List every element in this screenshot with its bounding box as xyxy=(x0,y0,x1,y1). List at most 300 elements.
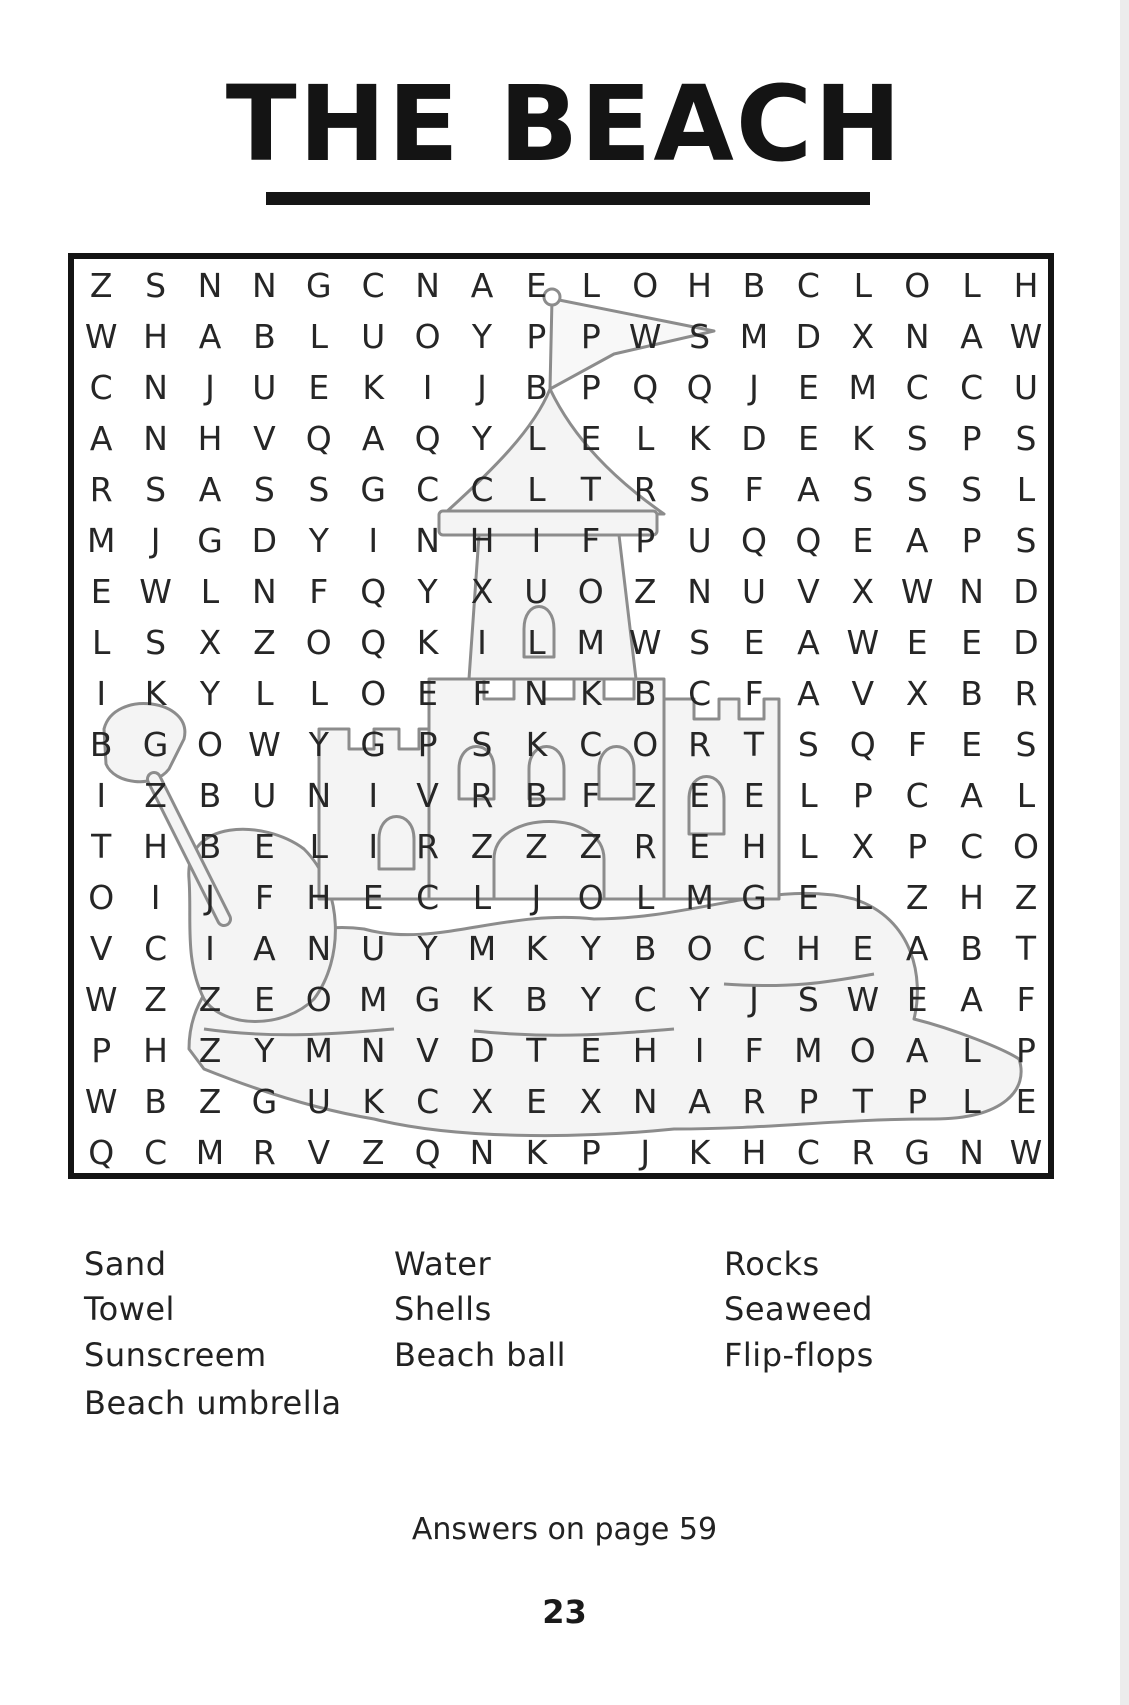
grid-cell: F xyxy=(744,1031,764,1070)
grid-cell: H xyxy=(741,827,767,866)
grid-cell: C xyxy=(579,725,603,764)
grid-cell: W xyxy=(900,572,934,611)
grid-cell: C xyxy=(905,776,929,815)
grid-cell: H xyxy=(687,266,712,305)
grid-cell: N xyxy=(306,929,332,968)
grid-cell: I xyxy=(694,1031,705,1070)
grid-cell: X xyxy=(198,623,222,662)
grid-cell: O xyxy=(197,725,223,764)
grid-cell: K xyxy=(851,419,874,458)
grid-cell: L xyxy=(309,827,328,866)
grid-cell: K xyxy=(144,674,167,713)
grid-cell: R xyxy=(252,1133,276,1172)
grid-cell: C xyxy=(796,1133,820,1172)
grid-cell: U xyxy=(252,776,277,815)
grid-cell: K xyxy=(688,419,711,458)
grid-cell: O xyxy=(305,623,332,662)
grid-cell: N xyxy=(959,572,984,611)
grid-cell: J xyxy=(640,1133,651,1172)
grid-cell: K xyxy=(416,623,439,662)
grid-cell: A xyxy=(960,776,983,815)
grid-cell: I xyxy=(150,878,161,917)
grid-cell: V xyxy=(307,1133,331,1172)
grid-cell: L xyxy=(853,878,872,917)
grid-cell: Z xyxy=(361,1133,385,1172)
grid-cell: K xyxy=(362,1082,385,1121)
word-item: Rocks xyxy=(724,1245,820,1283)
word-item: Seaweed xyxy=(724,1290,873,1328)
grid-cell: M xyxy=(467,929,497,968)
grid-cell: C xyxy=(633,980,657,1019)
grid-cell: J xyxy=(531,878,542,917)
grid-cell: I xyxy=(205,929,215,968)
grid-cell: B xyxy=(525,980,548,1019)
grid-cell: H xyxy=(632,1031,658,1070)
grid-cell: A xyxy=(89,419,113,458)
grid-cell: E xyxy=(961,623,983,662)
grid-cell: Q xyxy=(632,368,659,407)
grid-cell: A xyxy=(361,419,385,458)
grid-cell: T xyxy=(91,827,112,866)
grid-cell: O xyxy=(414,317,441,356)
grid-cell: X xyxy=(851,827,875,866)
grid-cell: E xyxy=(906,623,928,662)
grid-cell: M xyxy=(685,878,714,917)
grid-cell: C xyxy=(688,674,712,713)
grid-cell: E xyxy=(689,827,711,866)
grid-cell: N xyxy=(415,266,440,305)
grid-cell: U xyxy=(361,929,386,968)
grid-cell: J xyxy=(150,521,161,560)
grid-cell: P xyxy=(852,776,873,815)
grid-cell: W xyxy=(1009,317,1043,356)
grid-cell: Q xyxy=(849,725,876,764)
grid-cell: Q xyxy=(795,521,822,560)
grid-cell: O xyxy=(577,572,604,611)
grid-cell: F xyxy=(472,674,492,713)
grid-cell: L xyxy=(853,266,872,305)
grid-cell: Y xyxy=(417,929,438,968)
grid-cell: R xyxy=(633,470,657,509)
word-item: Sand xyxy=(84,1245,167,1283)
grid-cell: P xyxy=(580,368,601,407)
grid-cell: Z xyxy=(89,266,113,305)
grid-cell: Z xyxy=(905,878,929,917)
grid-cell: L xyxy=(527,623,546,662)
grid-cell: U xyxy=(687,521,712,560)
grid-cell: R xyxy=(742,1082,766,1121)
grid-cell: E xyxy=(797,368,819,407)
grid-cell: E xyxy=(253,827,275,866)
grid-cell: E xyxy=(308,368,330,407)
grid-cell: A xyxy=(470,266,494,305)
grid-cell: S xyxy=(689,623,711,662)
grid-cell: G xyxy=(251,1082,278,1121)
grid-cell: K xyxy=(525,725,548,764)
grid-cell: V xyxy=(89,929,113,968)
grid-cell: L xyxy=(799,776,818,815)
grid-cell: H xyxy=(143,1031,168,1070)
grid-cell: L xyxy=(472,878,492,917)
grid-cell: M xyxy=(304,1031,334,1070)
grid-cell: W xyxy=(846,623,880,662)
grid-cell: C xyxy=(144,1133,168,1172)
grid-cell: W xyxy=(84,1082,118,1121)
grid-cell: F xyxy=(254,878,274,917)
grid-cell: L xyxy=(581,266,600,305)
grid-cell: Z xyxy=(198,980,222,1019)
grid-cell: M xyxy=(358,980,388,1019)
grid-cell: V xyxy=(416,1031,439,1070)
grid-cell: S xyxy=(689,317,711,356)
grid-cell: J xyxy=(205,368,215,407)
grid-cell: P xyxy=(907,827,928,866)
word-item: Water xyxy=(394,1245,492,1283)
grid-cell: S xyxy=(145,266,167,305)
grid-cell: O xyxy=(904,266,931,305)
grid-cell: Z xyxy=(198,1031,222,1070)
grid-cell: E xyxy=(852,521,874,560)
grid-cell: B xyxy=(960,929,983,968)
grid-cell: E xyxy=(1015,1082,1037,1121)
grid-cell: Z xyxy=(525,827,548,866)
page-edge xyxy=(1120,0,1129,1705)
grid-cell: H xyxy=(469,521,495,560)
grid-cell: Y xyxy=(308,521,329,560)
grid-cell: P xyxy=(798,1082,819,1121)
grid-cell: B xyxy=(198,776,222,815)
grid-cell: P xyxy=(961,521,982,560)
grid-cell: Z xyxy=(144,776,167,815)
grid-cell: L xyxy=(962,1031,981,1070)
grid-cell: N xyxy=(252,572,277,611)
grid-cell: C xyxy=(416,470,440,509)
grid-cell: N xyxy=(524,674,549,713)
grid-cell: B xyxy=(633,929,657,968)
grid-cell: P xyxy=(635,521,656,560)
grid-cell: Q xyxy=(360,572,387,611)
word-item: Towel xyxy=(84,1290,175,1328)
grid-cell: W xyxy=(628,623,662,662)
grid-cell: A xyxy=(797,623,820,662)
grid-cell: W xyxy=(248,725,281,764)
grid-cell: N xyxy=(632,1082,658,1121)
grid-cell: C xyxy=(144,929,168,968)
grid-cell: G xyxy=(197,521,223,560)
grid-cell: H xyxy=(143,827,168,866)
grid-cell: R xyxy=(89,470,113,509)
grid-cell: P xyxy=(580,1133,601,1172)
title-underline xyxy=(266,192,870,205)
grid-cell: N xyxy=(252,266,277,305)
grid-cell: B xyxy=(253,317,276,356)
grid-cell: G xyxy=(741,878,767,917)
grid-cell: E xyxy=(362,878,384,917)
grid-cell: W xyxy=(84,317,118,356)
grid-cell: Y xyxy=(471,419,493,458)
grid-cell: O xyxy=(686,929,713,968)
grid-cell: O xyxy=(305,980,332,1019)
page-title: THE BEACH xyxy=(225,63,904,185)
grid-cell: E xyxy=(797,878,819,917)
grid-cell: F xyxy=(309,572,329,611)
grid-cell: M xyxy=(739,317,769,356)
grid-cell: L xyxy=(92,623,111,662)
grid-cell: F xyxy=(907,725,927,764)
grid-cell: S xyxy=(253,470,275,509)
grid-cell: W xyxy=(1009,1133,1043,1172)
grid-cell: Z xyxy=(253,623,276,662)
grid-cell: C xyxy=(416,878,440,917)
grid-cell: C xyxy=(416,1082,440,1121)
grid-cell: A xyxy=(253,929,276,968)
grid-cell: L xyxy=(527,419,546,458)
grid-cell: Z xyxy=(633,572,657,611)
grid-cell: E xyxy=(743,776,765,815)
grid-cell: E xyxy=(580,419,602,458)
grid-cell: L xyxy=(962,266,981,305)
grid-cell: S xyxy=(471,725,493,764)
grid-cell: Y xyxy=(471,317,493,356)
grid-cell: F xyxy=(744,674,764,713)
grid-cell: A xyxy=(198,470,222,509)
grid-cell: N xyxy=(143,419,168,458)
grid-cell: H xyxy=(306,878,332,917)
grid-cell: V xyxy=(253,419,276,458)
grid-cell: L xyxy=(309,674,328,713)
grid-cell: Q xyxy=(88,1133,115,1172)
grid-cell: O xyxy=(849,1031,876,1070)
grid-cell: A xyxy=(198,317,222,356)
grid-cell: T xyxy=(580,470,601,509)
grid-cell: U xyxy=(306,1082,331,1121)
grid-cell: B xyxy=(525,368,548,407)
page-number: 23 xyxy=(542,1593,587,1631)
grid-cell: X xyxy=(851,317,875,356)
grid-cell: S xyxy=(308,470,330,509)
grid-cell: C xyxy=(742,929,766,968)
grid-cell: Z xyxy=(633,776,657,815)
grid-cell: K xyxy=(362,368,385,407)
grid-cell: F xyxy=(581,521,601,560)
grid-cell: D xyxy=(741,419,767,458)
grid-cell: R xyxy=(470,776,494,815)
grid-cell: C xyxy=(89,368,113,407)
grid-cell: K xyxy=(579,674,602,713)
grid-cell: N xyxy=(904,317,930,356)
grid-cell: Y xyxy=(308,725,329,764)
grid-cell: B xyxy=(633,674,657,713)
grid-cell: E xyxy=(253,980,275,1019)
grid-cell: L xyxy=(962,1082,981,1121)
grid-cell: B xyxy=(89,725,113,764)
grid-cell: T xyxy=(526,1031,547,1070)
grid-cell: X xyxy=(905,674,929,713)
grid-cell: N xyxy=(197,266,223,305)
grid-cell: K xyxy=(525,929,548,968)
grid-cell: P xyxy=(1016,1031,1036,1070)
grid-cell: E xyxy=(90,572,112,611)
grid-cell: K xyxy=(525,1133,548,1172)
grid-cell: K xyxy=(688,1133,711,1172)
grid-cell: O xyxy=(360,674,387,713)
grid-cell: E xyxy=(852,929,874,968)
word-list xyxy=(84,1245,984,1445)
grid-cell: F xyxy=(1016,980,1036,1019)
grid-cell: W xyxy=(139,572,172,611)
word-item: Beach ball xyxy=(394,1336,566,1374)
grid-cell: L xyxy=(255,674,274,713)
grid-cell: O xyxy=(1013,827,1039,866)
grid-cell: W xyxy=(628,317,662,356)
word-item: Flip-flops xyxy=(724,1336,874,1374)
grid-cell: Z xyxy=(144,980,167,1019)
grid-cell: B xyxy=(144,1082,167,1121)
grid-cell: X xyxy=(470,572,494,611)
grid-cell: A xyxy=(960,317,983,356)
grid-cell: B xyxy=(525,776,548,815)
grid-cell: M xyxy=(86,521,116,560)
grid-cell: G xyxy=(306,266,332,305)
grid-cell: D xyxy=(251,521,278,560)
grid-cell: S xyxy=(1015,419,1037,458)
grid-cell: A xyxy=(905,1031,929,1070)
grid-cell: J xyxy=(749,368,759,407)
grid-cell: H xyxy=(795,929,821,968)
grid-cell: P xyxy=(961,419,982,458)
grid-cell: F xyxy=(581,776,601,815)
grid-cell: S xyxy=(1015,725,1037,764)
grid-cell: G xyxy=(360,470,386,509)
grid-cell: M xyxy=(794,1031,823,1070)
grid-cell: G xyxy=(904,1133,930,1172)
grid-cell: A xyxy=(905,521,929,560)
grid-cell: N xyxy=(687,572,712,611)
grid-cell: C xyxy=(960,827,984,866)
grid-cell: Q xyxy=(741,521,767,560)
grid-cell: S xyxy=(797,725,819,764)
grid-cell: O xyxy=(632,725,659,764)
grid-cell: N xyxy=(360,1031,386,1070)
grid-cell: J xyxy=(205,878,215,917)
grid-cell: N xyxy=(469,1133,495,1172)
grid-cell: G xyxy=(414,980,441,1019)
grid-cell: R xyxy=(688,725,712,764)
grid-cell: I xyxy=(368,776,379,815)
grid-cell: Q xyxy=(686,368,713,407)
grid-cell: X xyxy=(470,1082,494,1121)
grid-cell: E xyxy=(580,1031,602,1070)
grid-cell: P xyxy=(417,725,438,764)
grid-cell: I xyxy=(96,776,107,815)
grid-cell: Y xyxy=(254,1031,275,1070)
grid-cell: D xyxy=(1013,572,1039,611)
grid-cell: S xyxy=(145,623,167,662)
grid-cell: G xyxy=(360,725,386,764)
grid-cell: L xyxy=(527,470,546,509)
grid-cell: Q xyxy=(414,1133,441,1172)
grid-cell: J xyxy=(477,368,487,407)
grid-cell: T xyxy=(1015,929,1037,968)
grid-cell: A xyxy=(905,929,929,968)
grid-cell: C xyxy=(960,368,984,407)
grid-cell: N xyxy=(143,368,168,407)
grid-cell: L xyxy=(1016,470,1036,509)
grid-cell: U xyxy=(361,317,386,356)
grid-cell: A xyxy=(797,470,820,509)
grid-cell: M xyxy=(195,1133,225,1172)
grid-cell: E xyxy=(689,776,711,815)
grid-cell: H xyxy=(1013,266,1039,305)
grid-cell: A xyxy=(688,1082,711,1121)
grid-cell: O xyxy=(88,878,115,917)
grid-cell: E xyxy=(743,623,765,662)
grid-cell: A xyxy=(797,674,820,713)
grid-cell: I xyxy=(368,827,379,866)
grid-cell: R xyxy=(633,827,657,866)
grid-cell: Z xyxy=(470,827,494,866)
grid-cell: O xyxy=(632,266,659,305)
grid-cell: F xyxy=(744,470,764,509)
grid-cell: U xyxy=(741,572,767,611)
grid-cell: Q xyxy=(360,623,387,662)
grid-cell: Y xyxy=(199,674,221,713)
grid-cell: I xyxy=(368,521,379,560)
grid-cell: L xyxy=(200,572,220,611)
grid-cell: Z xyxy=(579,827,603,866)
grid-cell: V xyxy=(797,572,820,611)
grid-cell: M xyxy=(576,623,606,662)
grid-cell: T xyxy=(852,1082,873,1121)
grid-cell: P xyxy=(91,1031,112,1070)
grid-cell: H xyxy=(197,419,223,458)
grid-cell: I xyxy=(477,623,487,662)
grid-cell: Q xyxy=(305,419,332,458)
grid-cell: E xyxy=(961,725,983,764)
grid-cell: T xyxy=(743,725,765,764)
grid-cell: N xyxy=(306,776,332,815)
answers-note: Answers on page 59 xyxy=(411,1512,718,1547)
grid-cell: R xyxy=(416,827,440,866)
grid-cell: K xyxy=(471,980,493,1019)
grid-cell: X xyxy=(579,1082,603,1121)
grid-cell: L xyxy=(636,419,655,458)
grid-cell: Q xyxy=(414,419,441,458)
grid-cell: A xyxy=(960,980,983,1019)
grid-cell: H xyxy=(741,1133,767,1172)
grid-cell: B xyxy=(198,827,222,866)
grid-cell: O xyxy=(577,878,604,917)
grid-cell: Y xyxy=(580,980,601,1019)
letter-grid xyxy=(74,259,1048,1173)
grid-cell: E xyxy=(906,980,928,1019)
grid-cell: S xyxy=(797,980,819,1019)
grid-cell: Y xyxy=(689,980,710,1019)
grid-cell: P xyxy=(907,1082,928,1121)
grid-cell: I xyxy=(422,368,433,407)
grid-cell: P xyxy=(580,317,601,356)
grid-cell: P xyxy=(526,317,547,356)
grid-cell: J xyxy=(749,980,759,1019)
word-item: Sunscreem xyxy=(84,1336,267,1374)
grid-cell: S xyxy=(145,470,167,509)
grid-cell: R xyxy=(851,1133,875,1172)
grid-cell: S xyxy=(1015,521,1037,560)
grid-cell: N xyxy=(415,521,440,560)
grid-cell: V xyxy=(851,674,875,713)
grid-cell: W xyxy=(846,980,880,1019)
grid-cell: C xyxy=(361,266,385,305)
